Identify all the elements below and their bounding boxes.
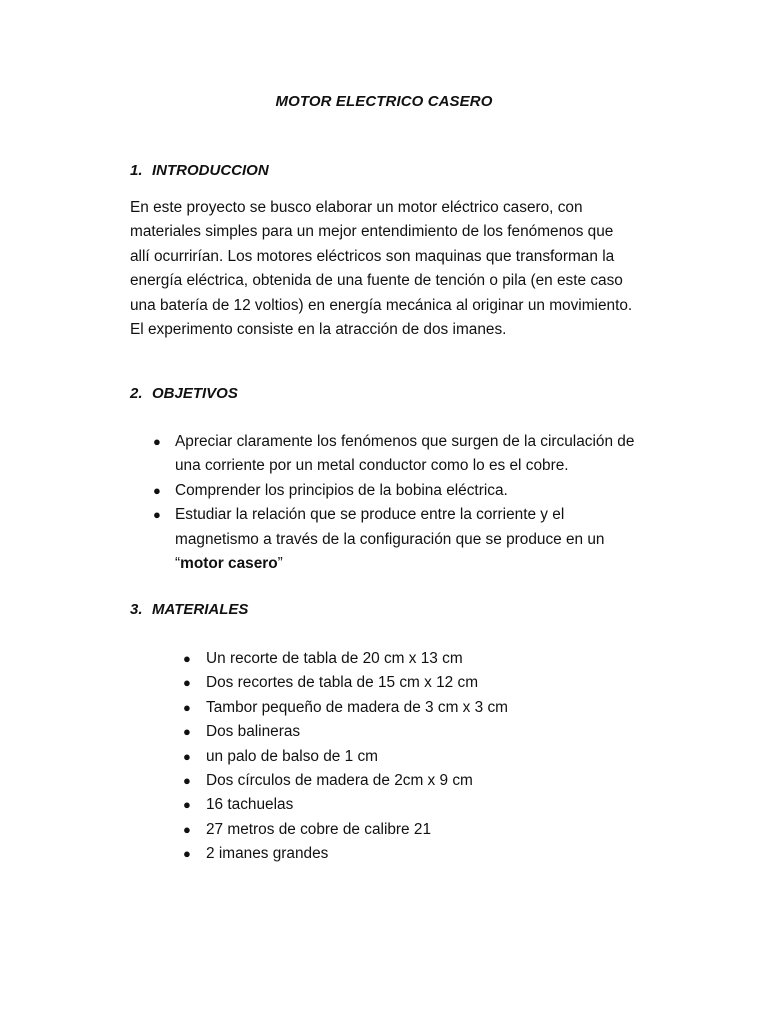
paragraph-line: materiales simples para un mejor entendimiento de los fenómenos que — [130, 223, 614, 241]
section-number: 2. — [130, 385, 143, 402]
bullet-icon: ● — [183, 846, 191, 862]
section-title: OBJETIVOS — [152, 385, 238, 402]
bullet-icon: ● — [153, 434, 161, 449]
list-item: ● 16 tachuelas — [206, 793, 508, 817]
list-item: ● un palo de balso de 1 cm — [206, 745, 508, 769]
bullet-icon: ● — [183, 821, 191, 837]
section-number: 3. — [130, 601, 143, 618]
section-number: 1. — [130, 162, 143, 179]
section-title: INTRODUCCION — [152, 162, 269, 179]
paragraph-line: energía eléctrica, obtenida de una fuente de tención o pila (en este caso — [130, 272, 623, 290]
list-item: ● Un recorte de tabla de 20 cm x 13 cm — [206, 647, 508, 671]
bullet-icon: ● — [183, 748, 191, 764]
paragraph-line: una batería de 12 voltios) en energía mecánica al originar un movimiento. — [130, 296, 633, 314]
paragraph-line: El experimento consiste en la atracción de dos imanes. — [130, 321, 507, 339]
list-item: ● Dos balineras — [206, 720, 508, 744]
list-item: ● Tambor pequeño de madera de 3 cm x 3 cm — [206, 696, 508, 720]
section-heading-objetivos — [130, 385, 238, 402]
intro-paragraph — [130, 196, 670, 342]
bullet-icon: ● — [183, 724, 191, 740]
paragraph-line: allí ocurrirían. Los motores eléctricos son maquinas que transforman la — [130, 247, 615, 265]
paragraph-line: En este proyecto se busco elaborar un motor eléctrico casero, con — [130, 199, 583, 216]
objectives-list — [153, 430, 635, 576]
bullet-icon: ● — [183, 699, 191, 715]
document-title: MOTOR ELECTRICO CASERO — [275, 93, 493, 110]
bullet-icon: ● — [183, 797, 191, 813]
bullet-icon: ● — [183, 651, 191, 666]
bullet-icon: ● — [153, 482, 161, 498]
materials-list — [183, 647, 508, 867]
bold-term: motor casero — [180, 555, 278, 573]
list-item: ● Estudiar la relación que se produce entre la corriente y el magnetismo a través de la configuración que se produce en un “motor casero” — [175, 503, 634, 576]
list-item: ● Apreciar claramente los fenómenos que surgen de la circulación de una corriente por un metal conductor como lo es el cobre. — [175, 430, 634, 479]
bullet-icon: ● — [183, 675, 191, 691]
section-heading-introduccion — [130, 162, 269, 179]
list-item: ● Comprender los principios de la bobina eléctrica. — [175, 479, 634, 503]
list-item: ● Dos recortes de tabla de 15 cm x 12 cm — [206, 671, 508, 695]
list-item: ● 2 imanes grandes — [206, 842, 508, 866]
list-item: ● 27 metros de cobre de calibre 21 — [206, 818, 508, 842]
bullet-icon: ● — [183, 773, 191, 789]
section-title: MATERIALES — [152, 601, 249, 618]
bullet-icon: ● — [153, 507, 161, 523]
section-heading-materiales — [130, 601, 248, 618]
list-item: ● Dos círculos de madera de 2cm x 9 cm — [206, 769, 508, 793]
